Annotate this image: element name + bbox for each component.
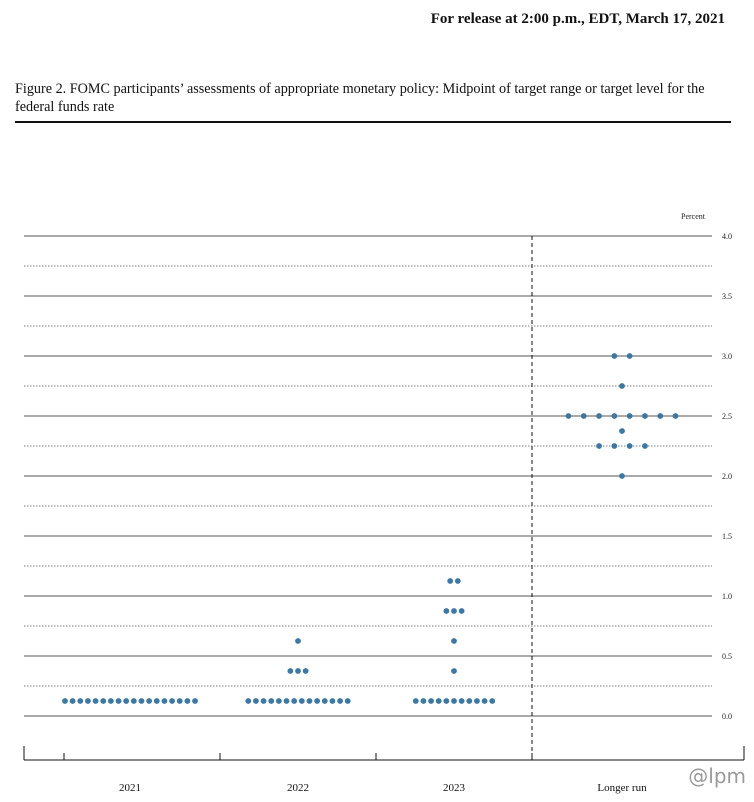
y-tick-label: 0.5	[722, 652, 732, 661]
y-tick-label: 2.5	[722, 412, 732, 421]
participant-dot	[443, 698, 449, 704]
category-label: 2022	[287, 782, 309, 794]
participant-dot	[459, 698, 465, 704]
participant-dot	[619, 383, 625, 389]
participant-dot	[184, 698, 190, 704]
participant-dot	[93, 698, 99, 704]
participant-dot	[303, 668, 309, 674]
y-tick-label: 2.0	[722, 472, 732, 481]
participant-dot	[314, 698, 320, 704]
category-label: 2021	[119, 782, 141, 794]
participant-dot	[253, 698, 259, 704]
participant-dot	[268, 698, 274, 704]
participant-dot	[169, 698, 175, 704]
participant-dot	[85, 698, 91, 704]
participant-dot	[322, 698, 328, 704]
participant-dot	[131, 698, 137, 704]
participant-dot	[295, 668, 301, 674]
participant-dot	[299, 698, 305, 704]
participant-dot	[611, 413, 617, 419]
participant-dot	[284, 698, 290, 704]
y-tick-label: 4.0	[722, 232, 732, 241]
participant-dot	[596, 413, 602, 419]
participant-dot	[619, 473, 625, 479]
participant-dot	[611, 353, 617, 359]
category-label: Longer run	[597, 782, 647, 794]
participant-dot	[657, 413, 663, 419]
figure-title: Figure 2. FOMC participants’ assessments of appropriate monetary policy: Midpoint of target range or target level for the federal funds rate	[15, 81, 705, 115]
participant-dot	[337, 698, 343, 704]
participant-dot	[162, 698, 168, 704]
participant-dot	[62, 698, 68, 704]
participant-dot	[123, 698, 129, 704]
axis-layer	[24, 746, 744, 760]
participant-dot	[566, 413, 572, 419]
participant-dot	[177, 698, 183, 704]
participant-dot	[100, 698, 106, 704]
participant-dot	[581, 413, 587, 419]
participant-dot	[345, 698, 351, 704]
participant-dot	[261, 698, 267, 704]
participant-dot	[307, 698, 313, 704]
participant-dot	[673, 413, 679, 419]
watermark-text: @lpm	[688, 764, 746, 788]
participant-dot	[642, 413, 648, 419]
participant-dot	[627, 413, 633, 419]
participant-dot	[482, 698, 488, 704]
participant-dot	[108, 698, 114, 704]
dot-layer	[62, 353, 678, 704]
participant-dot	[77, 698, 83, 704]
participant-dot	[455, 578, 461, 584]
y-tick-label: 3.0	[722, 352, 732, 361]
participant-dot	[70, 698, 76, 704]
participant-dot	[474, 698, 480, 704]
participant-dot	[611, 443, 617, 449]
participant-dot	[443, 608, 449, 614]
participant-dot	[627, 443, 633, 449]
participant-dot	[245, 698, 251, 704]
participant-dot	[619, 428, 625, 434]
participant-dot	[451, 668, 457, 674]
y-axis-label: Percent	[681, 212, 705, 221]
y-tick-label: 3.5	[722, 292, 732, 301]
y-tick-label: 0.0	[722, 712, 732, 721]
participant-dot	[489, 698, 495, 704]
participant-dot	[291, 698, 297, 704]
participant-dot	[413, 698, 419, 704]
participant-dot	[116, 698, 122, 704]
participant-dot	[459, 608, 465, 614]
participant-dot	[421, 698, 427, 704]
participant-dot	[428, 698, 434, 704]
participant-dot	[451, 608, 457, 614]
y-tick-label: 1.5	[722, 532, 732, 541]
participant-dot	[451, 638, 457, 644]
participant-dot	[192, 698, 198, 704]
participant-dot	[295, 638, 301, 644]
participant-dot	[466, 698, 472, 704]
participant-dot	[146, 698, 152, 704]
participant-dot	[627, 353, 633, 359]
participant-dot	[451, 698, 457, 704]
participant-dot	[154, 698, 160, 704]
participant-dot	[447, 578, 453, 584]
participant-dot	[330, 698, 336, 704]
grid-layer	[24, 236, 712, 760]
participant-dot	[287, 668, 293, 674]
label-layer	[119, 212, 732, 794]
participant-dot	[139, 698, 145, 704]
participant-dot	[642, 443, 648, 449]
participant-dot	[276, 698, 282, 704]
participant-dot	[596, 443, 602, 449]
y-tick-label: 1.0	[722, 592, 732, 601]
release-line: For release at 2:00 p.m., EDT, March 17, 2021	[430, 11, 725, 27]
category-label: 2023	[443, 782, 465, 794]
participant-dot	[436, 698, 442, 704]
